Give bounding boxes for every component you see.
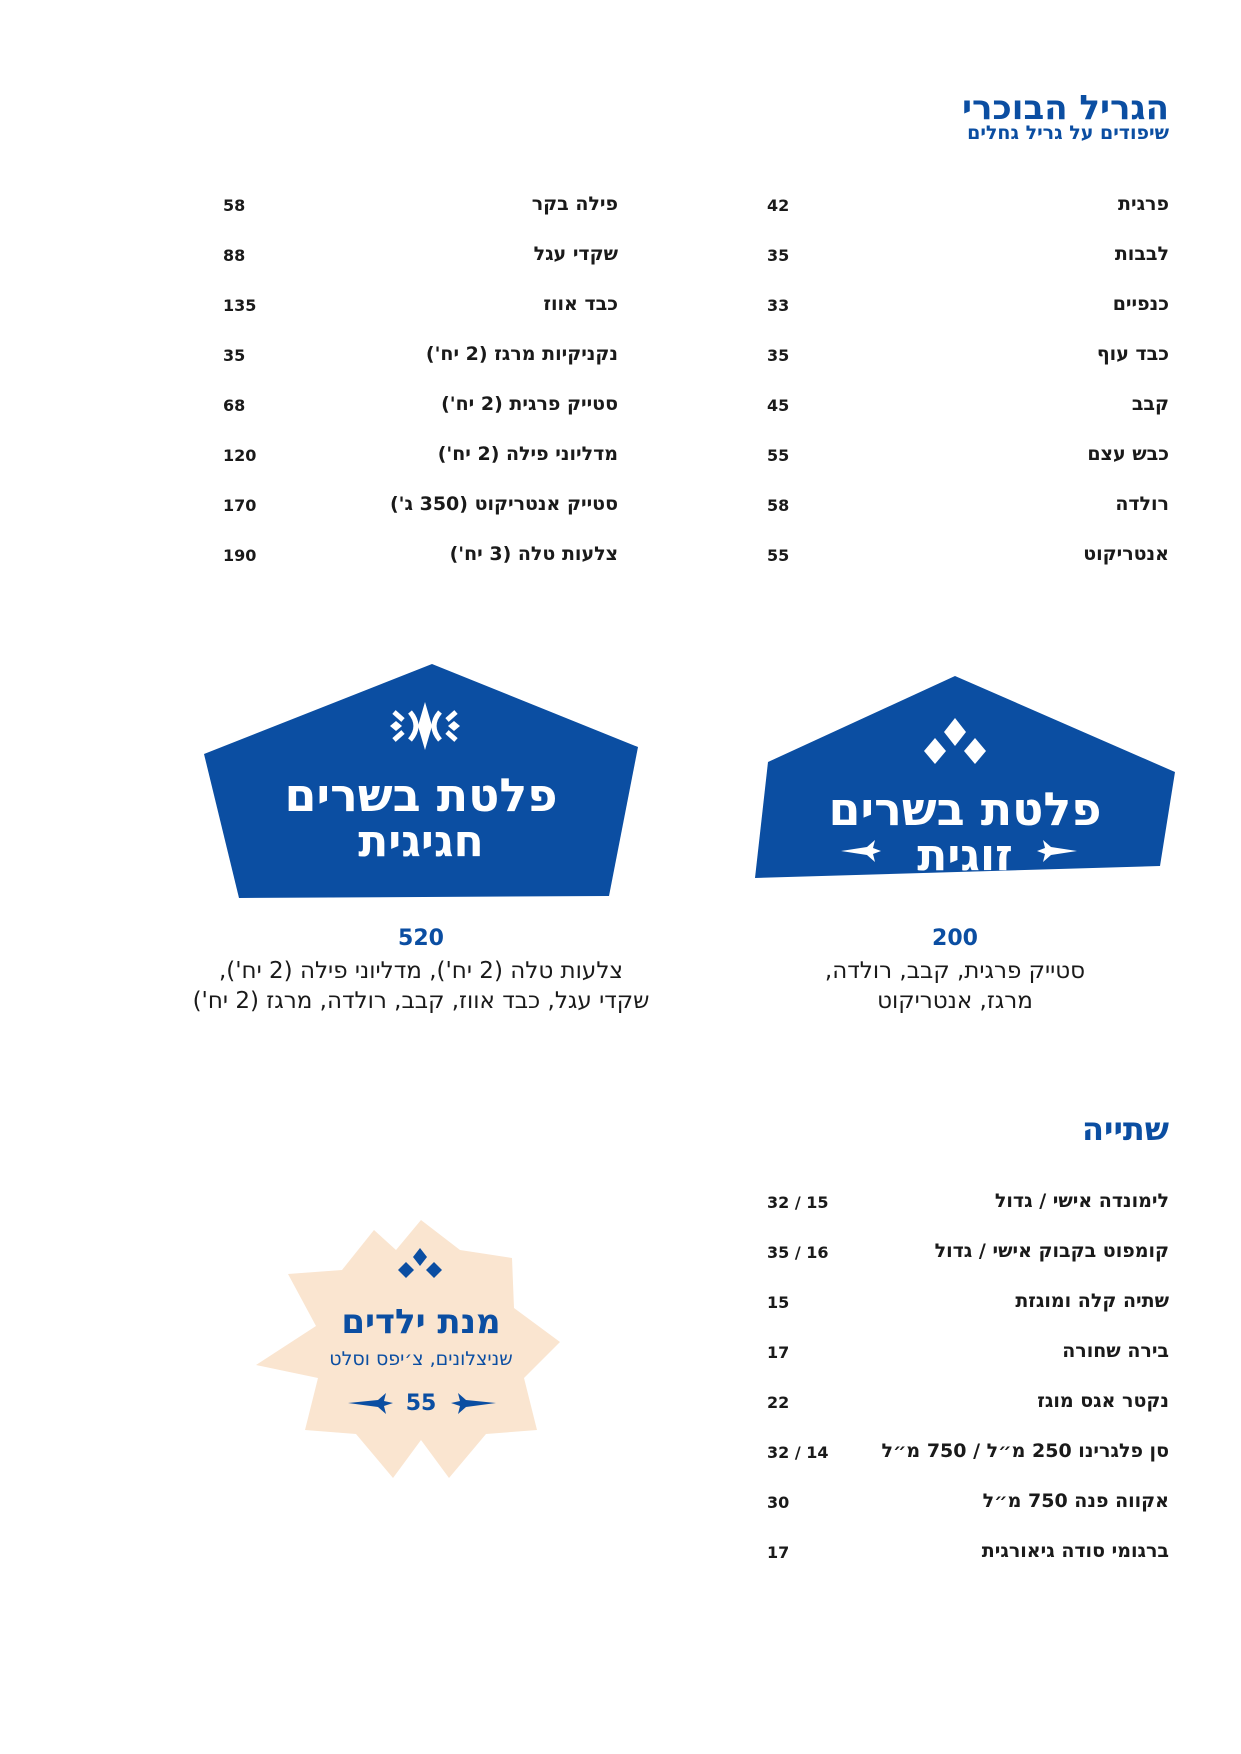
platter-couple-desc-line2: מרגז, אנטריקוט — [877, 988, 1033, 1014]
platter-festive-desc-line2: שקדי עגל, כבד אווז, קבב, רולדה, מרגז (2 יח') — [192, 988, 650, 1014]
menu-item-name: פרגית — [1118, 193, 1169, 215]
drink-item-price: 15 — [767, 1293, 790, 1312]
menu-item-name: כנפיים — [1112, 293, 1169, 315]
drink-item-price: 17 — [767, 1543, 790, 1562]
menu-item-name: מדליוני פילה (2 יח') — [437, 443, 618, 465]
menu-item-price: 55 — [767, 446, 790, 465]
platter-couple-badge — [755, 676, 1175, 912]
kids-meal-price: 55 — [405, 1391, 437, 1416]
menu-item-name: כבש עצם — [1087, 443, 1169, 465]
menu-item-name: קבב — [1131, 393, 1169, 415]
drink-item-name: אקווה פנה 750 מ״ל — [982, 1490, 1169, 1512]
menu-item-price: 55 — [767, 546, 790, 565]
menu-item-price: 45 — [767, 396, 790, 415]
menu-item-name: לבבות — [1114, 243, 1169, 265]
menu-item-name: שקדי עגל — [533, 243, 618, 265]
drink-item-price: 32 / 14 — [767, 1443, 829, 1462]
menu-item-price: 42 — [767, 196, 790, 215]
menu-item-price: 35 — [767, 346, 790, 365]
kids-meal-badge — [256, 1220, 586, 1510]
drink-item-name: לימונדה אישי / גדול — [994, 1190, 1169, 1212]
menu-item-name: סטייק פרגית (2 יח') — [441, 393, 618, 415]
kids-meal-desc: שניצלונים, צ׳יפס וסלט — [329, 1348, 513, 1370]
platter-couple-price: 200 — [932, 926, 978, 951]
drinks-title: שתייה — [1082, 1110, 1169, 1148]
drink-item-name: קומפוט בקבוק אישי / גדול — [934, 1240, 1169, 1262]
menu-item-name: רולדה — [1115, 493, 1169, 515]
menu-item-price: 135 — [223, 296, 257, 315]
menu-item-price: 190 — [223, 546, 257, 565]
drink-item-price: 22 — [767, 1393, 790, 1412]
menu-item-name: נקניקיות מרגז (2 יח') — [425, 343, 618, 365]
page-title: הגריל הבוכרי — [962, 88, 1169, 128]
platter-festive-badge — [204, 664, 638, 904]
menu-item-price: 33 — [767, 296, 790, 315]
drink-item-name: שתיה קלה ומוגזת — [1015, 1290, 1169, 1312]
drink-item-price: 30 — [767, 1493, 790, 1512]
menu-item-price: 58 — [223, 196, 246, 215]
menu-item-name: כבד אווז — [543, 293, 618, 315]
platter-couple-desc-line1: סטייק פרגית, קבב, רולדה, — [824, 958, 1086, 984]
menu-item-price: 170 — [223, 496, 257, 515]
platter-couple-line1: פלטת בשרים — [828, 782, 1102, 836]
kids-meal-title: מנת ילדים — [341, 1302, 501, 1342]
page-subtitle: שיפודים על גריל גחלים — [967, 122, 1169, 144]
platter-festive-line1: פלטת בשרים — [284, 768, 558, 822]
platter-festive-price: 520 — [398, 926, 444, 951]
drink-item-name: ברגומי סודה גיאורגית — [981, 1540, 1169, 1562]
menu-item-name: פילה בקר — [531, 193, 618, 215]
drink-item-price: 35 / 16 — [767, 1243, 829, 1262]
platter-couple-line2: זוגית — [917, 830, 1013, 881]
menu-item-price: 120 — [223, 446, 257, 465]
drink-item-price: 17 — [767, 1343, 790, 1362]
menu-item-name: סטייק אנטריקוט (350 ג') — [390, 493, 618, 515]
drink-item-name: נקטר אגס מוגז — [1037, 1390, 1169, 1412]
menu-item-name: צלעות טלה (3 יח') — [449, 543, 618, 565]
menu-item-name: אנטריקוט — [1083, 543, 1169, 565]
drink-item-name: סן פלגרינו 250 מ״ל / 750 מ״ל — [881, 1440, 1169, 1462]
drink-item-name: בירה שחורה — [1062, 1340, 1169, 1362]
platter-festive-desc-line1: צלעות טלה (2 יח'), מדליוני פילה (2 יח'), — [218, 958, 624, 984]
menu-item-price: 35 — [767, 246, 790, 265]
menu-item-name: כבד עוף — [1096, 343, 1169, 365]
drink-item-price: 32 / 15 — [767, 1193, 829, 1212]
menu-item-price: 58 — [767, 496, 790, 515]
menu-item-price: 35 — [223, 346, 246, 365]
platter-festive-line2: חגיגית — [358, 816, 484, 867]
menu-item-price: 68 — [223, 396, 246, 415]
menu-item-price: 88 — [223, 246, 246, 265]
